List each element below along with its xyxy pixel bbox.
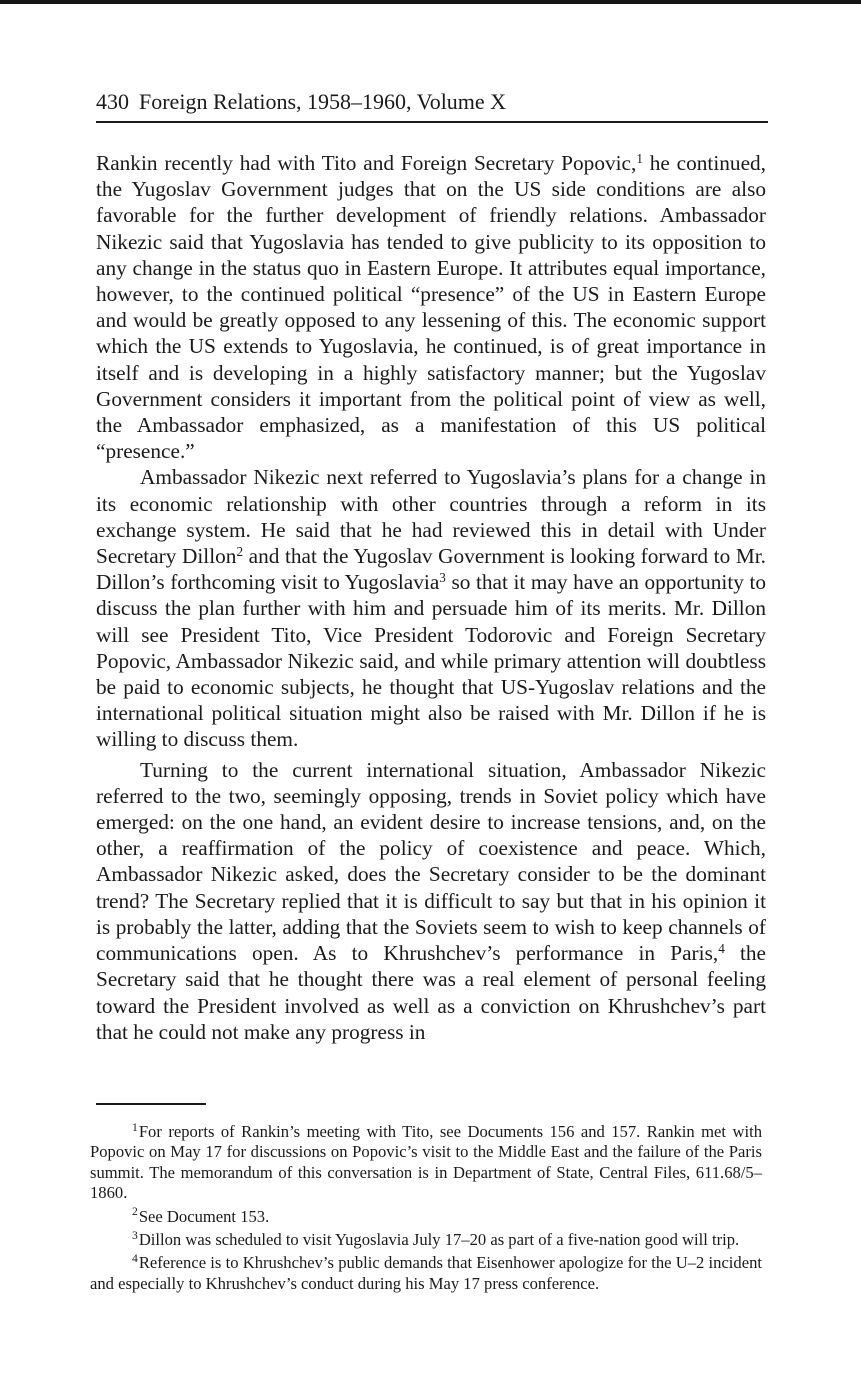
footnotes: [90, 1122, 762, 1297]
footnote: $^1$For reports of Rankin’s meeting with Tito, see Documents 156 and 157. Rankin met with Popovic on May 17 for discussions on Popovic’s visit to the Middle East and the failure of the Paris summit. The memorandum of this conversation is in Department of State, Central Files, 611.68/5–1860.: [90, 1120, 762, 1203]
footnote-ref-1: 1: [636, 150, 643, 166]
scan-top-edge: [0, 0, 861, 4]
paragraph-2: Ambassador Nikezic next referred to Yugoslavia’s plans for a change in its economic relationship with other countries through a reform in its exchange system. He said that he had reviewed this in detail with Under Secretary Dillon$^2$ and that the Yugoslav Government is looking forward to Mr. Dillon’s forthcoming visit to Yugoslavia$^3$ so that it may have an opportunity to discuss the plan further with him and persuade him of its merits. Mr. Dillon will see President Tito, Vice President Todorovic and Foreign Secretary Popovic, Ambassador Nikezic said, and while primary attention will doubtless be paid to economic subjects, he thought that US-Yugoslav relations and the international political situation might also be raised with Mr. Dillon if he is willing to discuss them.: [96, 465, 767, 752]
paragraph-1: Rankin recently had with Tito and Foreign Secretary Popovic,$^1$ he continued, the Yugoslav Government judges that on the US side conditions are also favorable for the further development of friendly relations. Ambassador Nikezic said that Yugoslavia has tended to give publicity to its opposition to any change in the status quo in Eastern Europe. It attributes equal importance, however, to the continued political “presence” of the US in Eastern Europe and would be greatly opposed to any lessening of this. The economic support which the US extends to Yugoslavia, he continued, is of great importance in itself and is developing in a highly satisfactory manner; but the Yugoslav Government considers it important from the political point of view as well, the Ambassador emphasized, as a manifestation of this US political “presence.”: [96, 150, 766, 464]
volume-title: Foreign Relations, 1958–1960, Volume X: [139, 89, 507, 114]
footnote: $^2$See Document 153.: [132, 1205, 270, 1226]
footnote-ref-3: 3: [439, 570, 446, 585]
footnote-rule: [96, 1103, 206, 1105]
header-rule: [96, 121, 768, 123]
footnote: $^4$Reference is to Khrushchev’s public demands that Eisenhower apologize for the U–2 incident and especially to Khrushchev’s conduct during his May 17 press conference.: [90, 1252, 762, 1293]
footnote: $^3$Dillon was scheduled to visit Yugoslavia July 17–20 as part of a five-nation good will trip.: [132, 1228, 740, 1250]
footnote-ref-4: 4: [718, 940, 725, 956]
footnote-ref-2: 2: [236, 543, 244, 559]
paragraph-3: Turning to the current international situation, Ambassador Nikezic referred to the two, seemingly opposing, trends in Soviet policy which have emerged: on the one hand, an evident desire to increase tensions, and, on the other, a reaffirmation of the policy of coexistence and peace. Which, Ambassador Nikezic asked, does the Secretary consider to be the dominant trend? The Secretary replied that it is difficult to say but that in his opinion it is probably the latter, adding that the Soviets seem to wish to keep channels of communications open. As to Khrushchev’s performance in Paris,$^4$ the Secretary said that he thought there was a real element of personal feeling toward the President involved as well as a conviction on Khrushchev’s part that he could not make any progress in: [96, 757, 767, 1044]
running-header: [96, 88, 768, 116]
body-text: [96, 150, 766, 1045]
page-number: 430: [96, 89, 129, 114]
